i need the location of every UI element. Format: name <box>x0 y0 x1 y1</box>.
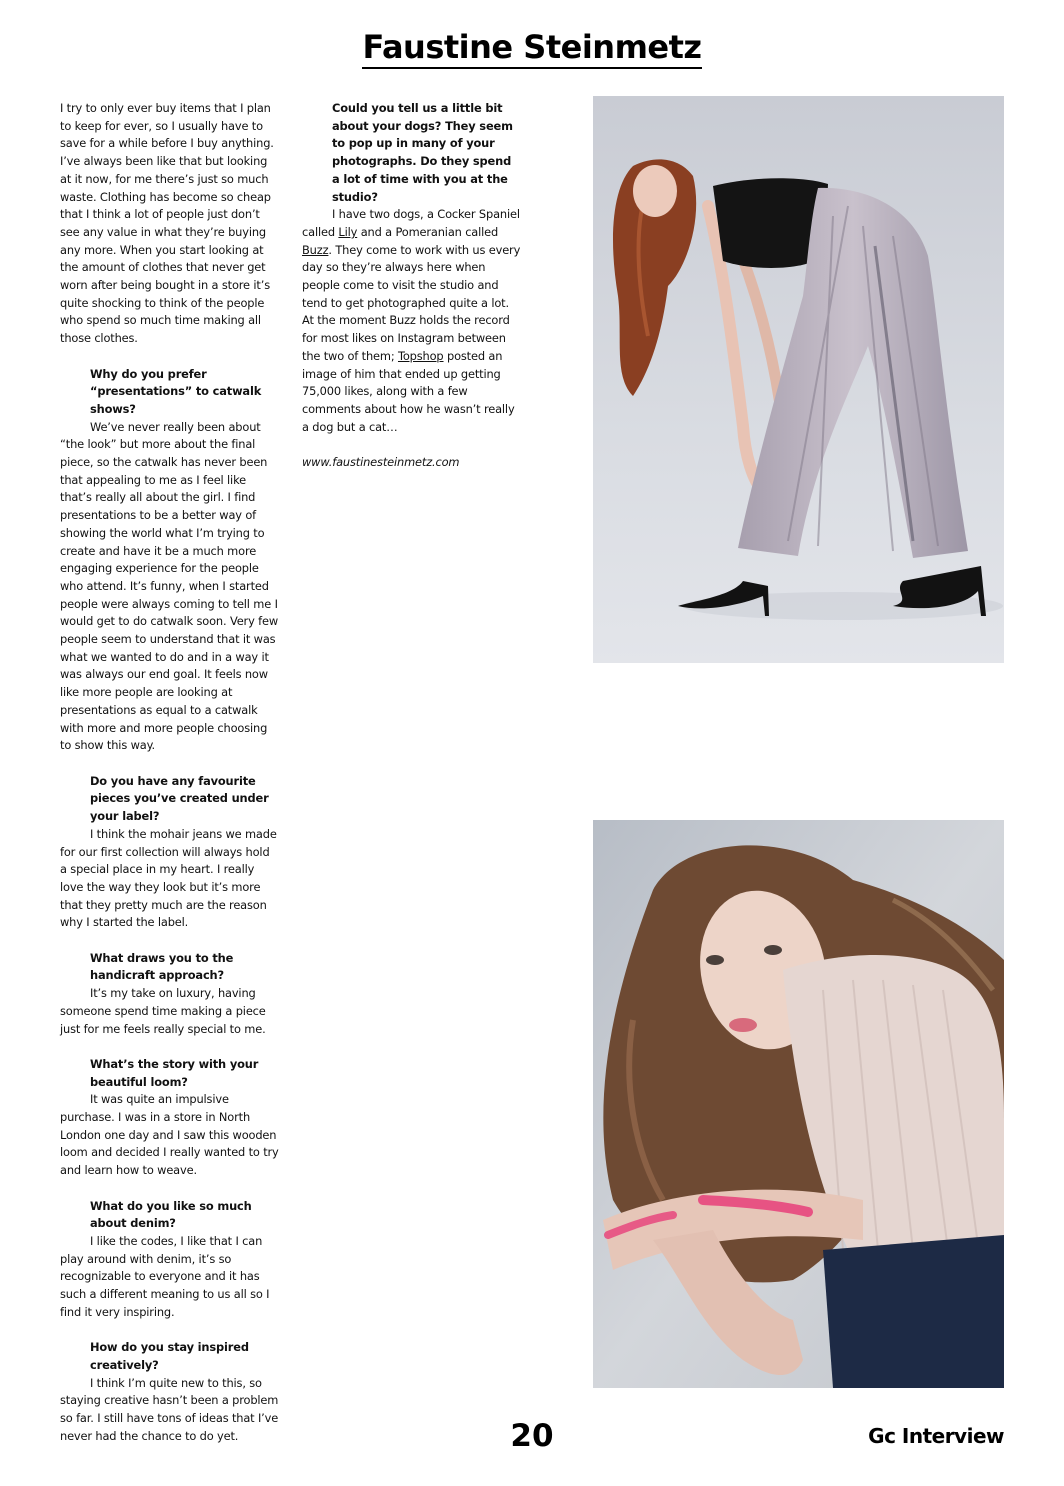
column-2 <box>302 100 521 472</box>
photo-model-bending-image <box>593 96 1004 663</box>
answer-fragment: and a Pomeranian called <box>357 224 499 239</box>
photo-model-portrait <box>593 820 1004 1388</box>
answer-text: I think I’m quite new to this, so staying creative hasn’t been a problem so far. I still have tons of ideas that I’ve never had the chance to do yet. <box>60 1375 279 1443</box>
photo-model-portrait-image <box>593 820 1004 1388</box>
qa-block <box>60 1198 279 1322</box>
qa-block <box>60 1056 279 1180</box>
topshop-link[interactable]: Topshop <box>397 348 444 363</box>
qa-block-dogs <box>302 100 521 436</box>
question-text: What’s the story with your beautiful loom? <box>90 1056 259 1089</box>
answer-text: I try to only ever buy items that I plan to keep for ever, so I usually have to save for a while before I buy anything. I’ve always been like that but looking at it now, for me there’s just so much waste. Clothing has become so cheap that I think a lot of people just don’t see any value in what they’re buying any more. When you start looking at the amount of clothes that never get worn after being bought in a store it’s quite shocking to think of the people who spend so much time making all those clothes. <box>60 101 274 346</box>
column-1 <box>60 100 279 1463</box>
question-text: What draws you to the handicraft approach? <box>90 950 234 983</box>
section-label: Gc Interview <box>868 1424 1004 1448</box>
question-text: What do you like so much about denim? <box>90 1198 252 1231</box>
answer-text: I think the mohair jeans we made for our first collection will always hold a special place in my heart. I really love the way they look but it’s more that they pretty much are the reason why I started the label. <box>60 826 277 930</box>
question-text: Could you tell us a little bit about your dogs? They seem to pop up in many of your photographs. Do they spend a lot of time with you at the studio? <box>332 101 513 204</box>
qa-block <box>60 950 279 1039</box>
question-text: How do you stay inspired creatively? <box>90 1340 249 1372</box>
qa-block <box>60 366 279 755</box>
website-link[interactable]: www.faustinesteinmetz.com <box>302 455 460 470</box>
answer-text: It was quite an impulsive purchase. I was in a store in North London one day and I saw this wooden loom and decided I really wanted to try and learn how to weave. <box>60 1092 279 1178</box>
photo-model-bending <box>593 96 1004 663</box>
answer-text <box>302 206 521 436</box>
lily-link[interactable]: Lily <box>338 224 358 239</box>
article-title: Faustine Steinmetz <box>0 28 1064 66</box>
answer-text: It’s my take on luxury, having someone spend time making a piece just for me feels really special to me. <box>60 986 266 1036</box>
buzz-link[interactable]: Buzz <box>302 242 329 257</box>
page-number: 20 <box>510 1418 554 1454</box>
question-text: Do you have any favourite pieces you’ve created under your label? <box>90 773 269 824</box>
intro-paragraph <box>60 100 279 348</box>
qa-block <box>60 773 279 932</box>
answer-fragment: . They come to work with us every day so they’re always here when people come to visit the studio and tend to get photographed quite a lot. At the moment Buzz holds the record for most likes on Instagram between the two of them; <box>302 242 521 363</box>
answer-text: I like the codes, I like that I can play around with denim, it’s so recognizable to everyone and it has such a different meaning to us all so I find it very inspiring. <box>60 1233 270 1319</box>
question-text: Why do you prefer “presentations” to catwalk shows? <box>90 366 262 416</box>
answer-fragment: posted an image of him that ended up getting 75,000 likes, along with a few comments about how he wasn’t really a dog but a cat… <box>302 348 515 434</box>
answer-text: We’ve never really been about “the look” but more about the final piece, so the catwalk has never been that appealing to me as I feel like that’s really all about the girl. I find presentations to be a better way of showing the world what I’m trying to create and have it be a much more engaging experience for the people who attend. It’s funny, when I started people were always coming to tell me I would get to do catwalk soon. Very few people seem to understand that it was what we wanted to do and in a way it was always our end goal. It feels now like more people are looking at presentations as equal to a catwalk with more and more people choosing to show this way. <box>60 419 279 753</box>
answer-fragment: I have two dogs, a Cocker Spaniel called <box>302 207 520 239</box>
